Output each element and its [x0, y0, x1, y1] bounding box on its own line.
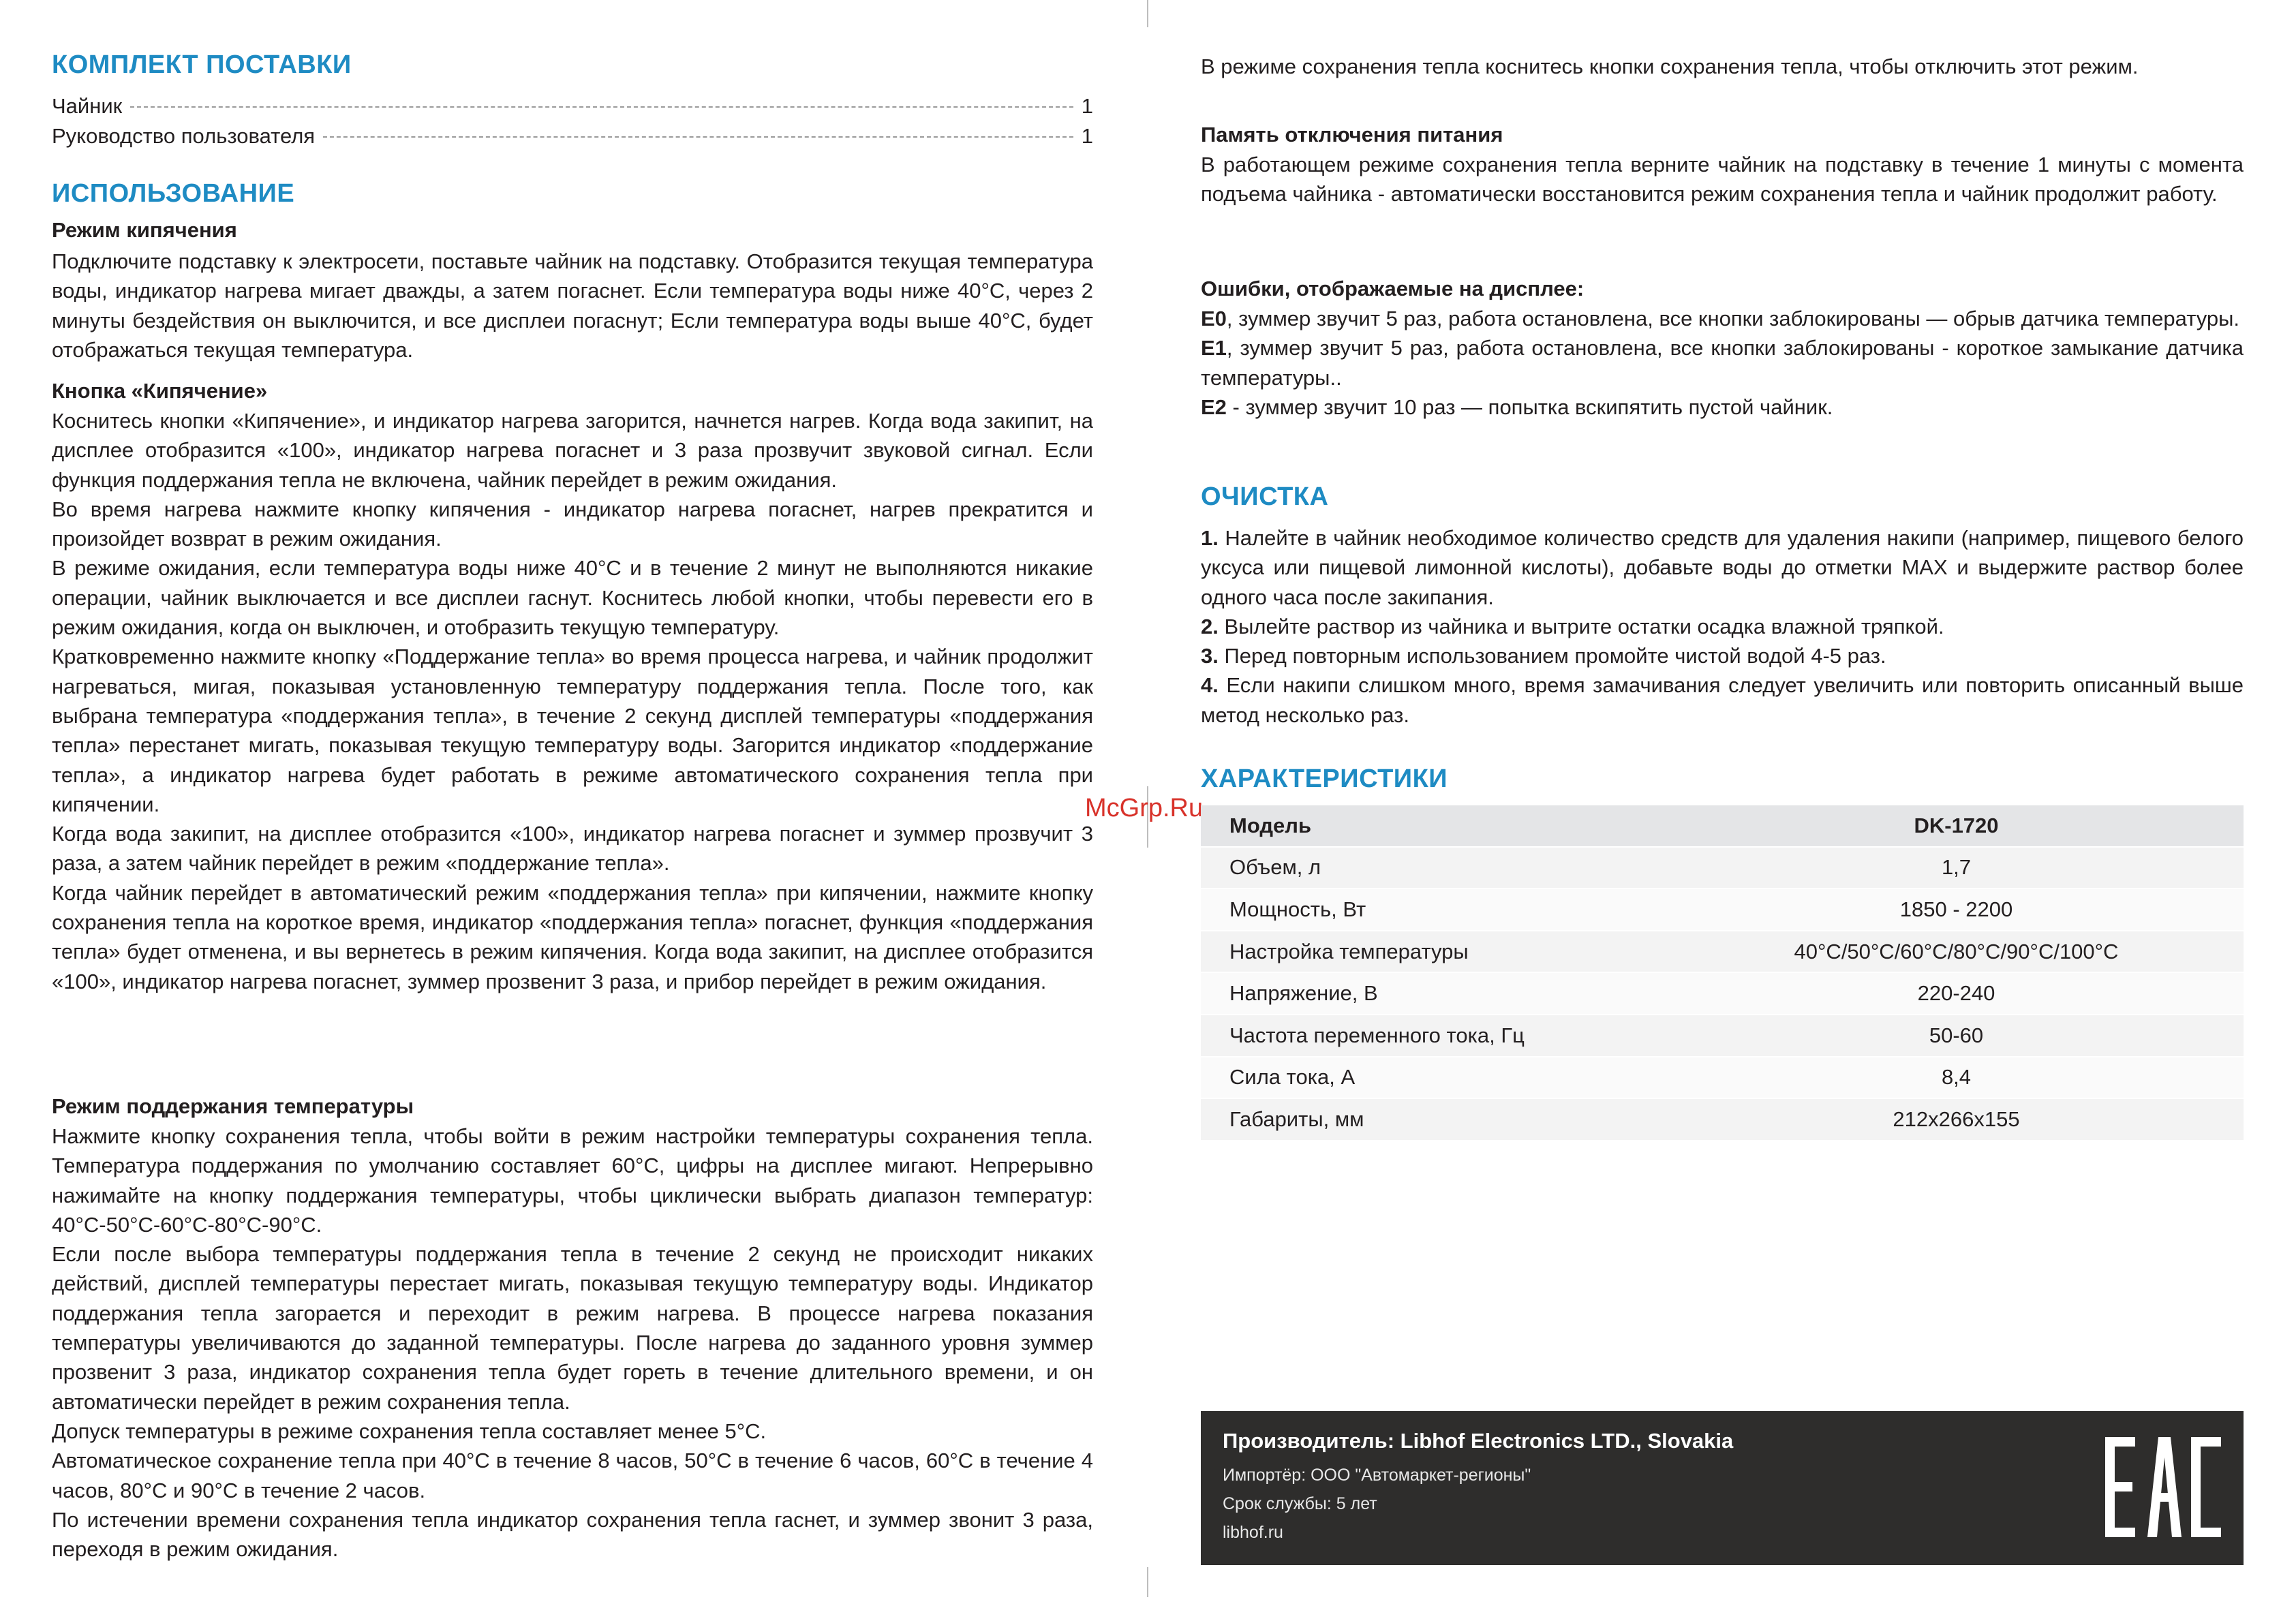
keep-warm-paragraph: По истечении времени сохранения тепла индикатор сохранения тепла гаснет, и зуммер звонит 3 раза, переходя в режим ожидания.: [52, 1507, 1093, 1562]
error-code: E1: [1201, 336, 1227, 360]
spec-label: Мощность, Вт: [1201, 888, 1669, 931]
boil-button-title: Кнопка «Кипячение»: [52, 379, 268, 403]
specs-header-value: DK-1720: [1914, 813, 1999, 837]
cleaning-step: 4. Если накипи слишком много, время замачивания следует увеличить или повторить описанный выше метод несколько раз.: [1201, 673, 2244, 727]
power-memory-title: Память отключения питания: [1201, 123, 1503, 146]
table-row: [1201, 1057, 2244, 1099]
power-memory-text: В работающем режиме сохранения тепла верните чайник на подставку в течение 1 минуты с момента подъема чайника - автоматически восстановится режим сохранения тепла и чайник продолжит работу.: [1201, 153, 2244, 206]
spec-value: 50-60: [1669, 1015, 2244, 1057]
fold-line-top: [1147, 0, 1148, 27]
cleaning-step: 1. Налейте в чайник необходимое количество средств для удаления накипи (например, пищевого белого уксуса или пищевой лимонной кислоты), добавьте воды до отметки MAX и выдержите раствор более одного часа после закипания.: [1201, 526, 2244, 609]
spec-value: 40°С/50°С/60°С/80°С/90°С/100°С: [1669, 931, 2244, 973]
error-item: E1, зуммер звучит 5 раз, работа остановлена, все кнопки заблокированы - короткое замыкание датчика температуры..: [1201, 336, 2244, 390]
website-line: libhof.ru: [1223, 1523, 1283, 1542]
manufacturer-footer: [1201, 1411, 2244, 1565]
specs-heading: ХАРАКТЕРИСТИКИ: [1201, 764, 1448, 793]
errors-title: Ошибки, отображаемые на дисплее:: [1201, 277, 1585, 300]
error-item: E0, зуммер звучит 5 раз, работа остановлена, все кнопки заблокированы — обрыв датчика температуры.: [1201, 307, 2240, 330]
kit-item-qty: 1: [1081, 124, 1093, 148]
service-life-line: Срок службы: 5 лет: [1223, 1494, 1377, 1513]
spec-label: Напряжение, В: [1201, 972, 1669, 1015]
spec-value: 8,4: [1669, 1057, 2244, 1099]
spec-value: 212x266x155: [1669, 1098, 2244, 1140]
kit-item-qty: 1: [1081, 94, 1093, 118]
cleaning-heading: ОЧИСТКА: [1201, 482, 1329, 511]
boil-button-paragraph: Коснитесь кнопки «Кипячение», и индикатор нагрева загорится, начнется нагрев. Когда вода закипит, на дисплее отобразится «100», индикатор нагрева погаснет и 3 раза прозвучит звуковой сигнал. Если функция поддержания тепла не включена, чайник перейдет в режим ожидания.: [52, 409, 1093, 492]
boil-button-section: [52, 406, 1093, 996]
spec-value: 1850 - 2200: [1669, 888, 2244, 931]
spec-label: Габариты, мм: [1201, 1098, 1669, 1140]
boil-button-paragraph: Когда чайник перейдет в автоматический режим «поддержания тепла» при кипячении, нажмите кнопку сохранения тепла на короткое время, индикатор «поддержания тепла» погаснет, функция «поддержания тепла» будет отменена, и вы вернетесь в режим кипячения. Когда вода закипит, на дисплее отобразится «100», индикатор нагрева погаснет, зуммер прозвенит 3 раза, и прибор перейдет в режим ожидания.: [52, 880, 1093, 993]
manufacturer-line: Производитель: Libhof Electronics LTD., Slovakia: [1223, 1429, 1734, 1453]
keep-warm-section: [52, 1122, 1093, 1564]
eac-mark-icon: [2105, 1437, 2221, 1537]
keep-warm-title: Режим поддержания температуры: [52, 1094, 414, 1118]
table-row: [1201, 972, 2244, 1015]
errors-list: [1201, 304, 2244, 422]
error-code: E0: [1201, 307, 1227, 330]
dotted-leader: [130, 106, 1073, 108]
boil-mode-text: Подключите подставку к электросети, поставьте чайник на подставку. Отобразится текущая температура воды, индикатор нагрева мигает дважды, а затем погаснет. Если температура воды ниже 40°С, через 2 минуты бездействия он выключится, и все дисплеи погаснут; Если температура воды выше 40°С, будет отображаться текущая температура.: [52, 249, 1093, 362]
keep-warm-paragraph: Автоматическое сохранение тепла при 40°С в течение 8 часов, 50°С в течение 6 часов, 60°С в течение 4 часов, 80°С и 90°С в течение 2 часов.: [52, 1449, 1093, 1502]
table-row: [1201, 931, 2244, 973]
spec-label: Объем, л: [1201, 847, 1669, 889]
table-row: [1201, 847, 2244, 889]
usage-heading: ИСПОЛЬЗОВАНИЕ: [52, 179, 295, 208]
cleaning-steps: [1201, 523, 2244, 730]
spec-label: Настройка температуры: [1201, 931, 1669, 973]
watermark: McGrp.Ru: [1085, 794, 1204, 822]
cleaning-step: 3. Перед повторным использованием промойте чистой водой 4-5 раз.: [1201, 644, 1886, 668]
kit-item-manual: [52, 124, 1093, 149]
importer-line: Импортёр: ООО "Автомаркет-регионы": [1223, 1466, 1531, 1485]
table-row: [1201, 1098, 2244, 1140]
boil-button-paragraph: Во время нагрева нажмите кнопку кипячения - индикатор нагрева погаснет, нагрев прекратится и произойдет возврат в режим ожидания.: [52, 497, 1093, 551]
keep-warm-paragraph: Если после выбора температуры поддержания тепла в течение 2 секунд не происходит никаких действий, дисплей температуры перестает мигать, показывая текущую температуру воды. Индикатор поддержания тепла загорается и переходит в режим нагрева. В процессе нагрева показания температуры увеличиваются до заданной температуры. После нагрева до заданного уровня зуммер прозвенит 3 раза, индикатор сохранения тепла будет гореть в течение длительного времени, и он автоматически перейдет в режим сохранения тепла.: [52, 1242, 1093, 1414]
spec-label: Частота переменного тока, Гц: [1201, 1015, 1669, 1057]
dotted-leader: [323, 136, 1073, 138]
boil-mode-title: Режим кипячения: [52, 218, 237, 242]
kit-heading: КОМПЛЕКТ ПОСТАВКИ: [52, 50, 352, 79]
specs-table: [1201, 805, 2244, 1140]
keep-warm-paragraph: Допуск температуры в режиме сохранения тепла составляет менее 5°С.: [52, 1419, 767, 1443]
kit-item-name: Чайник: [52, 94, 123, 118]
keep-warm-off-text: В режиме сохранения тепла коснитесь кнопки сохранения тепла, чтобы отключить этот режим.: [1201, 55, 2139, 78]
spec-label: Сила тока, А: [1201, 1057, 1669, 1099]
specs-header-row: [1201, 805, 2244, 847]
keep-warm-paragraph: Нажмите кнопку сохранения тепла, чтобы войти в режим настройки температуры сохранения тепла. Температура поддержания по умолчанию составляет 60°С, цифры на дисплее мигают. Непрерывно нажимайте на кнопку поддержания температуры, чтобы циклически выбрать диапазон температур: 40°С-50°С-60°С-80°С-90°С.: [52, 1124, 1093, 1237]
specs-header-label: Модель: [1229, 813, 1312, 837]
boil-button-paragraph: Кратковременно нажмите кнопку «Поддержание тепла» во время процесса нагрева, и чайник продолжит нагреваться, мигая, показывая установленную температуру поддержания тепла. После того, как выбрана температура «поддержания тепла», в течение 2 секунд дисплей температуры «поддержания тепла» перестанет мигать, показывая текущую температуру воды. Загорится индикатор «поддержание тепла», а индикатор нагрева будет работать в режиме автоматического сохранения тепла при кипячении.: [52, 645, 1093, 816]
kit-item-kettle: [52, 94, 1093, 119]
error-item: E2 - зуммер звучит 10 раз — попытка вскипятить пустой чайник.: [1201, 395, 1833, 419]
boil-button-paragraph: Когда вода закипит, на дисплее отобразится «100», индикатор нагрева погаснет и зуммер прозвучит 3 раза, а затем чайник перейдет в режим «поддержание тепла».: [52, 822, 1093, 876]
spec-value: 1,7: [1669, 847, 2244, 889]
error-code: E2: [1201, 395, 1227, 419]
kit-item-name: Руководство пользователя: [52, 124, 316, 148]
boil-button-paragraph: В режиме ожидания, если температура воды ниже 40°С и в течение 2 минут не выполняются никакие операции, чайник выключается и все дисплеи гаснут. Коснитесь любой кнопки, чтобы перевести его в режим ожидания, когда он выключен, и отобразить текущую температуру.: [52, 556, 1093, 640]
spec-value: 220-240: [1669, 972, 2244, 1015]
table-row: [1201, 888, 2244, 931]
table-row: [1201, 1015, 2244, 1057]
fold-line-bottom: [1147, 1567, 1148, 1597]
cleaning-step: 2. Вылейте раствор из чайника и вытрите остатки осадка влажной тряпкой.: [1201, 614, 1944, 638]
